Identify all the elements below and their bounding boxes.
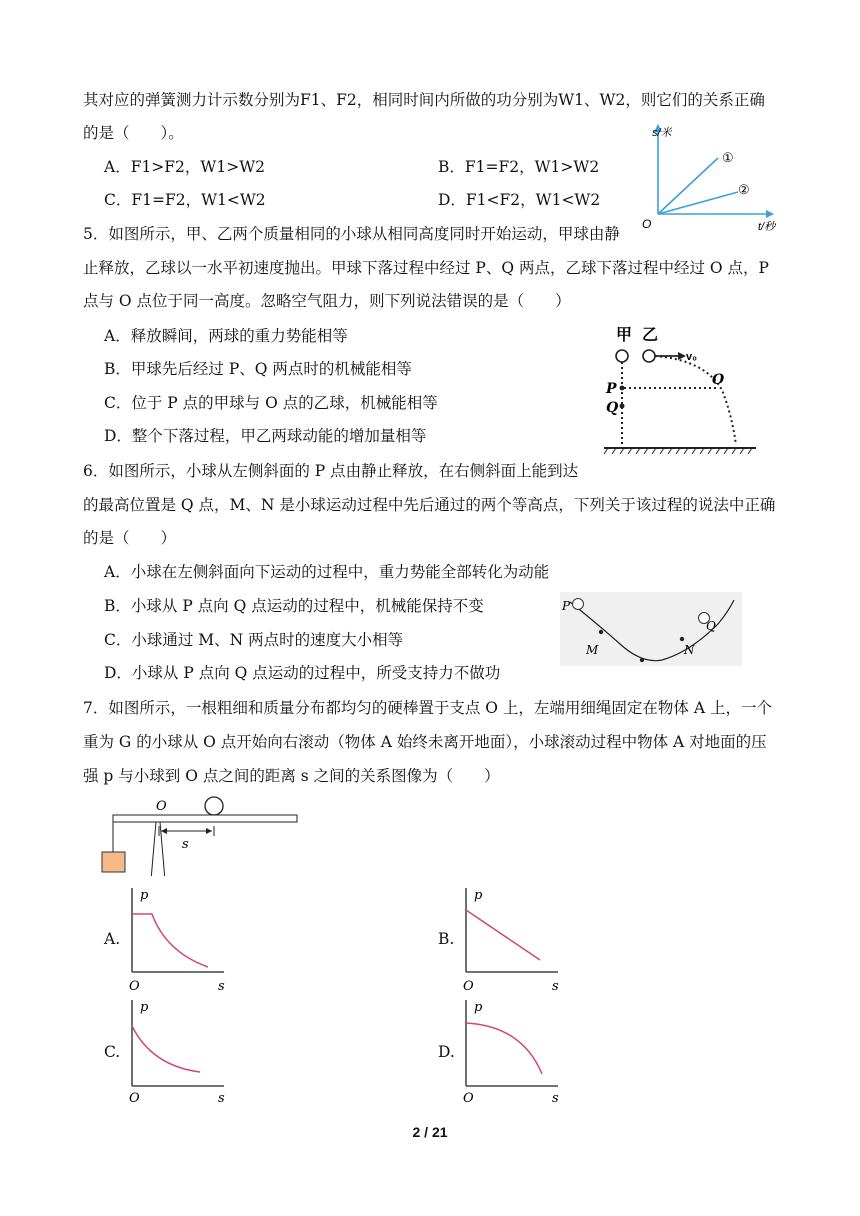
- q6-stem-line1: 6．如图所示，小球从左侧斜面的 P 点由静止释放，在右侧斜面上能到达: [83, 462, 579, 480]
- q5-fig-jia: 甲: [616, 325, 633, 344]
- q7-c-p-label: p: [140, 1000, 149, 1015]
- q7-lever-figure: [98, 796, 304, 876]
- q4-graph-line1-label: ①: [722, 150, 734, 165]
- q7-block-a: [102, 852, 125, 872]
- q7-a-curve: [132, 914, 208, 967]
- q4-graph-y-label: s/米: [652, 127, 672, 139]
- q5-ball-jia: [616, 350, 628, 362]
- q6-fig-n: N: [684, 643, 695, 657]
- q5-stem-line3: 点与 O 点位于同一高度。忽略空气阻力，则下列说法错误的是（ ）: [83, 292, 571, 310]
- q4-graph-line2-label: ②: [738, 182, 750, 197]
- q7-ball: [205, 797, 223, 815]
- q7-d-curve: [466, 1023, 542, 1074]
- q5-velocity-arrowhead: [678, 352, 686, 360]
- q4-graph-origin: O: [642, 217, 652, 231]
- q7-option-b-label: B.: [438, 930, 455, 948]
- q7-d-origin: O: [463, 1091, 474, 1106]
- q4-option-d: D．F1<F2，W1<W2: [438, 191, 601, 209]
- q5-point-p: [620, 386, 625, 391]
- q4-graph-x-arrow: [766, 210, 774, 218]
- q7-option-c-graph: [126, 996, 238, 1108]
- q4-stem-line1: 其对应的弹簧测力计示数分别为F1、F2，相同时间内所做的功分别为W1、W2，则它们的关系正确: [83, 91, 765, 109]
- q7-d-s-label: s: [552, 1091, 559, 1106]
- q7-option-d-label: D.: [438, 1043, 455, 1061]
- q6-stem-line2: 的最高位置是 Q 点，M、N 是小球运动过程中先后通过的两个等高点，下列关于该过程的说法中正确: [83, 496, 776, 514]
- q6-option-d: D．小球从 P 点向 Q 点运动的过程中，所受支持力不做功: [104, 664, 501, 682]
- q7-a-p-label: p: [140, 888, 149, 903]
- q6-option-c: C．小球通过 M、N 两点时的速度大小相等: [104, 631, 404, 649]
- q7-s-arrow-left: [161, 828, 167, 834]
- q7-c-s-label: s: [218, 1091, 225, 1106]
- q7-s-arrow-right: [206, 828, 212, 834]
- q7-d-p-label: p: [474, 1000, 483, 1015]
- q4-graph: [638, 120, 778, 238]
- q5-option-a: A．释放瞬间，两球的重力势能相等: [104, 327, 348, 345]
- q5-yi-path: [655, 356, 736, 445]
- q6-stem-line3: 的是（ ）: [83, 529, 177, 547]
- q7-b-s-label: s: [552, 979, 559, 994]
- q6-point-m: [599, 630, 603, 634]
- q7-b-origin: O: [463, 979, 474, 994]
- q5-fig-q: Q: [606, 400, 619, 416]
- q5-stem-line1: 5．如图所示，甲、乙两个质量相同的小球从相同高度同时开始运动，甲球由静: [83, 225, 620, 243]
- q7-c-curve: [132, 1026, 200, 1072]
- q6-point-n: [680, 637, 684, 641]
- q7-fig-o: O: [156, 799, 167, 814]
- q7-a-s-label: s: [218, 979, 225, 994]
- q7-option-b-graph: [460, 884, 572, 996]
- q5-stem-line2: 止释放，乙球以一水平初速度抛出。甲球下落过程中经过 P、Q 两点，乙球下落过程中经过 O 点，P: [83, 259, 769, 277]
- q7-option-c-label: C.: [104, 1043, 121, 1061]
- q6-option-b: B．小球从 P 点向 Q 点运动的过程中，机械能保持不变: [104, 597, 484, 615]
- q5-fig-o: O: [712, 372, 725, 388]
- q5-ball-yi: [643, 350, 655, 362]
- q5-option-d: D．整个下落过程，甲乙两球动能的增加量相等: [104, 427, 427, 445]
- q6-fig-p: P: [562, 599, 571, 613]
- q7-option-a-graph: [126, 884, 238, 996]
- q5-fig-v0: v₀: [686, 351, 698, 363]
- q7-b-p-label: p: [474, 888, 483, 903]
- q5-fig-p: P: [606, 381, 617, 397]
- q5-point-q: [620, 404, 625, 409]
- q7-b-curve: [466, 910, 540, 960]
- q6-point-bottom: [640, 658, 644, 662]
- q5-option-c: C．位于 P 点的甲球与 O 点的乙球，机械能相等: [104, 394, 438, 412]
- q5-fig-yi: 乙: [642, 325, 659, 344]
- q6-fig-q: Q: [706, 619, 716, 633]
- q6-ball-p: [573, 599, 584, 610]
- q6-figure: [560, 592, 742, 666]
- q4-option-a: A．F1>F2，W1>W2: [104, 158, 265, 176]
- q4-stem-line2: 的是（ ）。: [83, 124, 184, 142]
- q4-option-c: C．F1=F2，W1<W2: [104, 191, 266, 209]
- q6-option-a: A．小球在左侧斜面向下运动的过程中，重力势能全部转化为动能: [104, 563, 550, 581]
- q7-option-d-graph: [460, 996, 572, 1108]
- q5-figure: [600, 320, 760, 460]
- page-number: 2 / 21: [412, 1124, 448, 1140]
- q7-stem-line2: 重为 G 的小球从 O 点开始向右滚动（物体 A 始终未离开地面），小球滚动过程中物体 A 对地面的压: [83, 733, 767, 751]
- q7-fig-s: s: [182, 837, 189, 852]
- q7-stem-line1: 7．如图所示，一根粗细和质量分布都均匀的硬棒置于支点 O 上，左端用细绳固定在物体 A 上，一个: [83, 699, 772, 717]
- q4-option-b: B．F1=F2，W1>W2: [438, 158, 600, 176]
- q7-a-origin: O: [129, 979, 140, 994]
- q5-option-b: B．甲球先后经过 P、Q 两点时的机械能相等: [104, 360, 412, 378]
- q7-option-a-label: A.: [104, 930, 121, 948]
- q7-rod: [113, 815, 297, 822]
- q6-fig-m: M: [586, 643, 599, 657]
- q7-stem-line3: 强 p 与小球到 O 点之间的距离 s 之间的关系图像为（ ）: [83, 767, 500, 785]
- q7-c-origin: O: [129, 1091, 140, 1106]
- q4-graph-x-label: t/秒: [758, 221, 776, 233]
